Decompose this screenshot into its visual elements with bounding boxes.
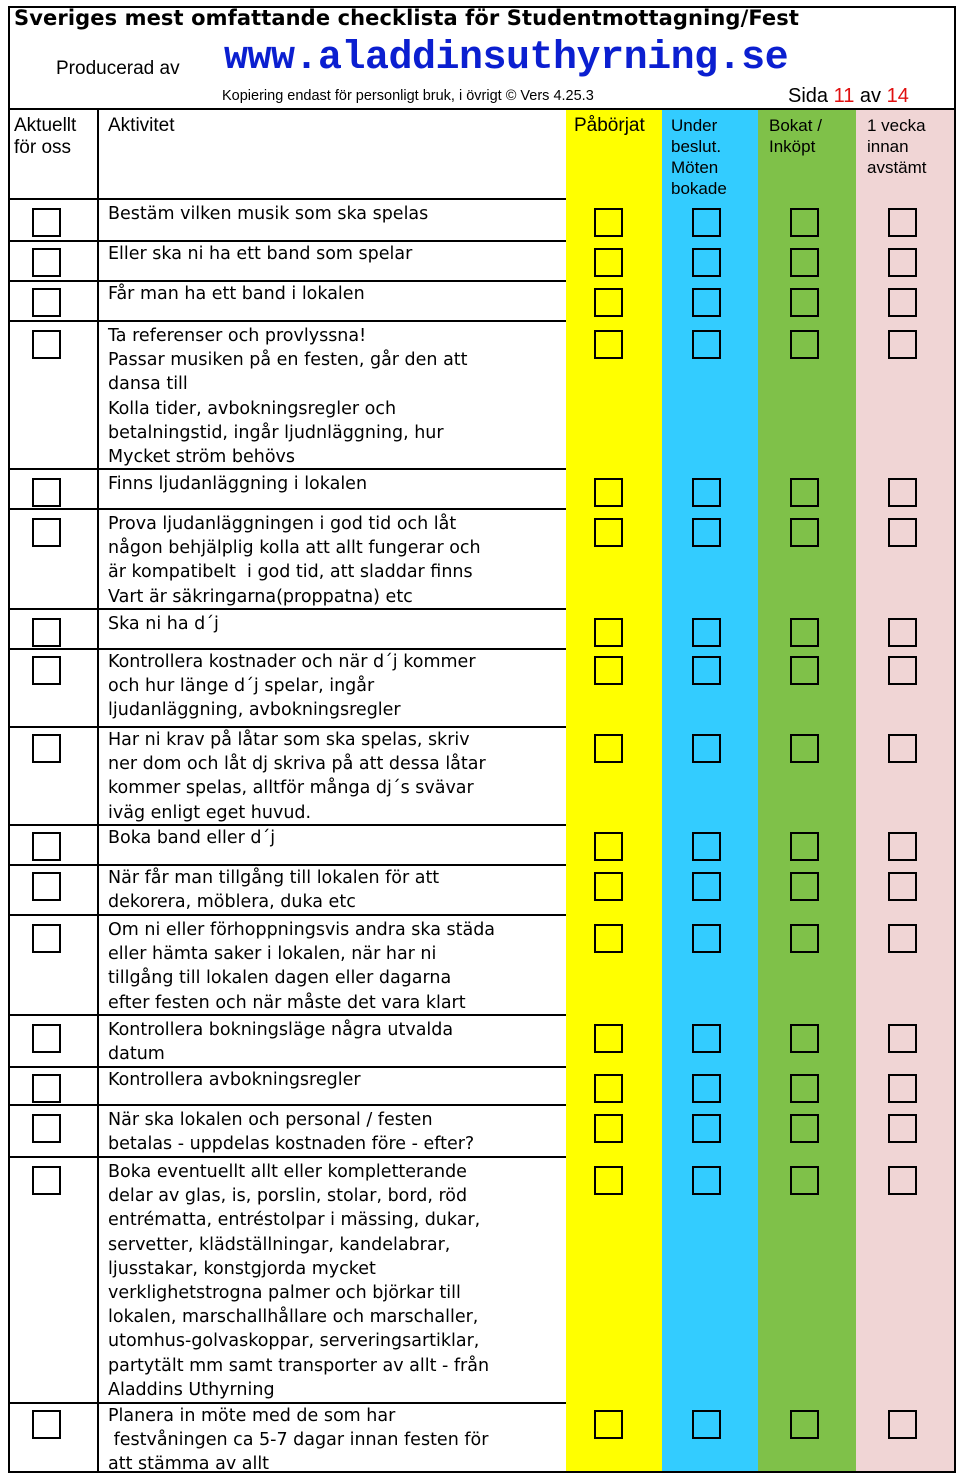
row-divider	[8, 608, 566, 610]
row-12-started-checkbox[interactable]	[594, 924, 623, 953]
row-13-under-checkbox[interactable]	[692, 1024, 721, 1053]
row-8-current-checkbox[interactable]	[32, 656, 61, 685]
row-10-current-checkbox[interactable]	[32, 832, 61, 861]
col-current-header: Aktuellt för oss	[14, 115, 77, 158]
copyright-note: Kopiering endast för personligt bruk, i övrigt © Vers 4.25.3	[222, 88, 594, 104]
column-header-divider	[8, 198, 566, 200]
row-5-booked-checkbox[interactable]	[790, 478, 819, 507]
row-8-text: Kontrollera kostnader och när d´j kommer och hur länge d´j spelar, ingår ljudanläggning, avbokningsregler	[108, 652, 476, 721]
row-4-under-checkbox[interactable]	[692, 330, 721, 359]
row-16-text: Boka eventuellt allt eller kompletterande delar av glas, is, porslin, stolar, bord, röd entrématta, entréstolpar i mässing, dukar, servetter, klädställningar, kandelabrar, ljusstakar, konstgjorda mycket verklighetstrogna palmer och björkar till lokalen, marschallhållare och marschaller, utomhus-golvaskoppar, serveringsartiklar, partytält mm samt transporter av allt - från Aladdins Uthyrning	[108, 1162, 490, 1400]
row-2-current-checkbox[interactable]	[32, 248, 61, 277]
row-divider	[8, 468, 566, 470]
row-7-under-checkbox[interactable]	[692, 618, 721, 647]
row-9-under-checkbox[interactable]	[692, 734, 721, 763]
row-divider	[8, 1014, 566, 1016]
row-14-current-checkbox[interactable]	[32, 1074, 61, 1103]
row-14-under-checkbox[interactable]	[692, 1074, 721, 1103]
row-15-current-checkbox[interactable]	[32, 1114, 61, 1143]
row-6-week-checkbox[interactable]	[888, 518, 917, 547]
col-activity-header: Aktivitet	[108, 115, 175, 136]
page-mid: av	[859, 85, 882, 107]
row-14-started-checkbox[interactable]	[594, 1074, 623, 1103]
col-booked-header: Bokat / Inköpt	[769, 116, 822, 156]
row-15-under-checkbox[interactable]	[692, 1114, 721, 1143]
row-12-current-checkbox[interactable]	[32, 924, 61, 953]
row-10-text: Boka band eller d´j	[108, 828, 276, 848]
row-4-current-checkbox[interactable]	[32, 330, 61, 359]
row-divider	[8, 508, 566, 510]
producer-label: Producerad av	[56, 58, 180, 79]
row-15-started-checkbox[interactable]	[594, 1114, 623, 1143]
row-divider	[8, 1104, 566, 1106]
row-12-week-checkbox[interactable]	[888, 924, 917, 953]
row-1-booked-checkbox[interactable]	[790, 208, 819, 237]
row-4-text: Ta referenser och provlyssna! Passar musiken på en festen, går den att dansa till Kolla tider, avbokningsregler och betalningstid, ingår ljudnläggning, hur Mycket ström behövs	[108, 326, 468, 468]
row-divider	[8, 320, 566, 322]
row-17-text: Planera in möte med de som har festvåningen ca 5-7 dagar innan festen för att stämma av allt	[108, 1406, 489, 1475]
row-14-booked-checkbox[interactable]	[790, 1074, 819, 1103]
row-10-started-checkbox[interactable]	[594, 832, 623, 861]
row-1-text: Bestäm vilken musik som ska spelas	[108, 204, 429, 224]
row-3-text: Får man ha ett band i lokalen	[108, 284, 365, 304]
row-4-week-checkbox[interactable]	[888, 330, 917, 359]
row-2-under-checkbox[interactable]	[692, 248, 721, 277]
row-17-under-checkbox[interactable]	[692, 1410, 721, 1439]
row-12-booked-checkbox[interactable]	[790, 924, 819, 953]
row-17-booked-checkbox[interactable]	[790, 1410, 819, 1439]
row-5-current-checkbox[interactable]	[32, 478, 61, 507]
row-7-text: Ska ni ha d´j	[108, 614, 219, 634]
row-divider	[8, 824, 566, 826]
row-6-booked-checkbox[interactable]	[790, 518, 819, 547]
row-2-booked-checkbox[interactable]	[790, 248, 819, 277]
row-13-booked-checkbox[interactable]	[790, 1024, 819, 1053]
row-5-under-checkbox[interactable]	[692, 478, 721, 507]
row-7-week-checkbox[interactable]	[888, 618, 917, 647]
row-11-week-checkbox[interactable]	[888, 872, 917, 901]
row-16-current-checkbox[interactable]	[32, 1166, 61, 1195]
row-14-week-checkbox[interactable]	[888, 1074, 917, 1103]
row-17-started-checkbox[interactable]	[594, 1410, 623, 1439]
row-5-week-checkbox[interactable]	[888, 478, 917, 507]
row-16-started-checkbox[interactable]	[594, 1166, 623, 1195]
row-2-text: Eller ska ni ha ett band som spelar	[108, 244, 413, 264]
row-11-under-checkbox[interactable]	[692, 872, 721, 901]
row-8-week-checkbox[interactable]	[888, 656, 917, 685]
row-5-started-checkbox[interactable]	[594, 478, 623, 507]
row-9-current-checkbox[interactable]	[32, 734, 61, 763]
row-divider	[8, 1156, 566, 1158]
row-13-text: Kontrollera bokningsläge några utvalda datum	[108, 1020, 454, 1065]
row-9-booked-checkbox[interactable]	[790, 734, 819, 763]
row-4-booked-checkbox[interactable]	[790, 330, 819, 359]
row-7-started-checkbox[interactable]	[594, 618, 623, 647]
current-column-divider	[97, 108, 99, 1473]
page-current: 11	[833, 85, 855, 107]
header-divider	[8, 108, 956, 110]
row-6-current-checkbox[interactable]	[32, 518, 61, 547]
page-title: Sveriges mest omfattande checklista för Studentmottagning/Fest	[14, 6, 800, 30]
row-11-current-checkbox[interactable]	[32, 872, 61, 901]
row-5-text: Finns ljudanläggning i lokalen	[108, 474, 368, 494]
row-15-week-checkbox[interactable]	[888, 1114, 917, 1143]
row-15-text: När ska lokalen och personal / festen betalas - uppdelas kostnaden före - efter?	[108, 1110, 475, 1155]
row-3-booked-checkbox[interactable]	[790, 288, 819, 317]
row-2-started-checkbox[interactable]	[594, 248, 623, 277]
row-3-current-checkbox[interactable]	[32, 288, 61, 317]
row-4-started-checkbox[interactable]	[594, 330, 623, 359]
row-10-week-checkbox[interactable]	[888, 832, 917, 861]
col-under-header: Under beslut. Möten bokade	[671, 116, 727, 198]
row-9-text: Har ni krav på låtar som ska spelas, skriv ner dom och låt dj skriva på att dessa låtar kommer spelas, alltför många dj´s svävar iväg enligt eget huvud.	[108, 730, 486, 823]
row-11-text: När får man tillgång till lokalen för att dekorera, möblera, duka etc	[108, 868, 440, 913]
row-16-booked-checkbox[interactable]	[790, 1166, 819, 1195]
row-13-week-checkbox[interactable]	[888, 1024, 917, 1053]
row-13-started-checkbox[interactable]	[594, 1024, 623, 1053]
row-7-booked-checkbox[interactable]	[790, 618, 819, 647]
row-9-started-checkbox[interactable]	[594, 734, 623, 763]
row-11-booked-checkbox[interactable]	[790, 872, 819, 901]
row-1-under-checkbox[interactable]	[692, 208, 721, 237]
row-6-text: Prova ljudanläggningen i god tid och låt någon behjälplig kolla att allt fungerar och är kompatibelt i god tid, att sladdar finns Vart är säkringarna(proppatna) etc	[108, 514, 481, 607]
row-3-week-checkbox[interactable]	[888, 288, 917, 317]
row-13-current-checkbox[interactable]	[32, 1024, 61, 1053]
row-7-current-checkbox[interactable]	[32, 618, 61, 647]
row-10-booked-checkbox[interactable]	[790, 832, 819, 861]
row-1-started-checkbox[interactable]	[594, 208, 623, 237]
row-12-text: Om ni eller förhoppningsvis andra ska städa eller hämta saker i lokalen, när har ni tillgång till lokalen dagen eller dagarna efter festen och när måste det vara klart	[108, 920, 496, 1013]
row-3-started-checkbox[interactable]	[594, 288, 623, 317]
row-6-started-checkbox[interactable]	[594, 518, 623, 547]
row-8-started-checkbox[interactable]	[594, 656, 623, 685]
row-1-current-checkbox[interactable]	[32, 208, 61, 237]
row-17-current-checkbox[interactable]	[32, 1410, 61, 1439]
row-9-week-checkbox[interactable]	[888, 734, 917, 763]
row-8-booked-checkbox[interactable]	[790, 656, 819, 685]
row-6-under-checkbox[interactable]	[692, 518, 721, 547]
page-indicator	[788, 85, 909, 108]
row-divider	[8, 914, 566, 916]
row-16-week-checkbox[interactable]	[888, 1166, 917, 1195]
col-started-header: Påbörjat	[574, 115, 645, 136]
row-12-under-checkbox[interactable]	[692, 924, 721, 953]
row-16-under-checkbox[interactable]	[692, 1166, 721, 1195]
row-15-booked-checkbox[interactable]	[790, 1114, 819, 1143]
page-prefix: Sida	[788, 85, 829, 107]
col-week-header: 1 vecka innan avstämt	[867, 116, 927, 177]
row-10-under-checkbox[interactable]	[692, 832, 721, 861]
row-8-under-checkbox[interactable]	[692, 656, 721, 685]
row-14-text: Kontrollera avbokningsregler	[108, 1070, 361, 1090]
website-link[interactable]: www.aladdinsuthyrning.se	[224, 36, 789, 81]
row-11-started-checkbox[interactable]	[594, 872, 623, 901]
row-1-week-checkbox[interactable]	[888, 208, 917, 237]
row-3-under-checkbox[interactable]	[692, 288, 721, 317]
row-2-week-checkbox[interactable]	[888, 248, 917, 277]
page-total: 14	[886, 85, 909, 107]
row-17-week-checkbox[interactable]	[888, 1410, 917, 1439]
